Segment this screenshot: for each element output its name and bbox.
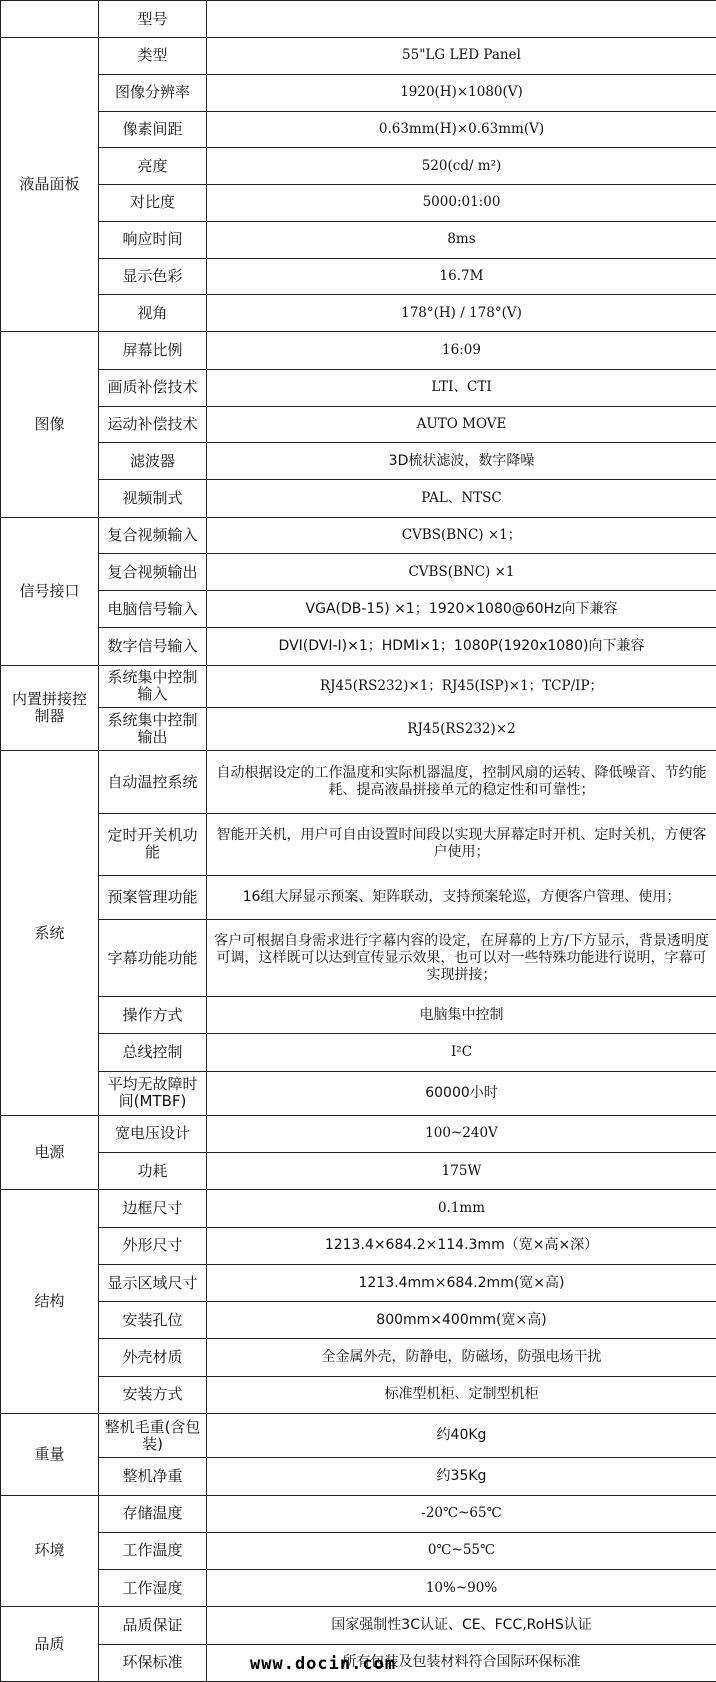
spec-item-cell: 工作湿度 bbox=[99, 1570, 207, 1607]
spec-item-cell: 工作温度 bbox=[99, 1532, 207, 1569]
spec-item-cell: 操作方式 bbox=[99, 997, 207, 1034]
table-row bbox=[1, 1115, 716, 1152]
spec-item-cell: 类型 bbox=[99, 38, 207, 74]
category-cell: 图像 bbox=[1, 332, 99, 517]
spec-item-cell: 型号 bbox=[99, 1, 207, 38]
spec-value-cell: -20℃~65℃ bbox=[207, 1495, 716, 1532]
table-row bbox=[1, 38, 716, 74]
spec-item-cell: 系统集中控制输入 bbox=[99, 665, 207, 707]
spec-item-cell: 安装方式 bbox=[99, 1376, 207, 1413]
spec-item-cell: 定时开关机功能 bbox=[99, 813, 207, 875]
spec-value-cell: 16.7M bbox=[207, 258, 716, 294]
table-row bbox=[1, 1607, 716, 1644]
table-row bbox=[1, 1264, 716, 1301]
spec-value-cell: 国家强制性3C认证、CE、FCC,RoHS认证 bbox=[207, 1607, 716, 1644]
spec-value-cell: 800mm×400mm(宽×高) bbox=[207, 1302, 716, 1339]
table-row bbox=[1, 1153, 716, 1190]
spec-value-cell: 55"LG LED Panel bbox=[207, 38, 716, 74]
category-cell: 系统 bbox=[1, 751, 99, 1116]
spec-value-cell: 16组大屏显示预案、矩阵联动，支持预案轮巡，方便客户管理、使用； bbox=[207, 876, 716, 920]
spec-item-cell: 安装孔位 bbox=[99, 1302, 207, 1339]
table-row bbox=[1, 480, 716, 517]
table-row bbox=[1, 665, 716, 707]
table-row bbox=[1, 1, 716, 38]
table-row bbox=[1, 1532, 716, 1569]
table-row bbox=[1, 111, 716, 147]
spec-value-cell: 178°(H) / 178°(V) bbox=[207, 295, 716, 332]
spec-value-cell: 10%~90% bbox=[207, 1570, 716, 1607]
spec-value-cell: I²C bbox=[207, 1034, 716, 1071]
spec-value-cell: 1213.4mm×684.2mm(宽×高) bbox=[207, 1264, 716, 1301]
spec-item-cell: 系统集中控制输出 bbox=[99, 707, 207, 750]
table-row bbox=[1, 813, 716, 875]
table-row bbox=[1, 185, 716, 221]
spec-value-cell: 客户可根据自身需求进行字幕内容的设定，在屏幕的上方/下方显示，背景透明度可调，这样既可以达到宣传显示效果，也可以对一些特殊功能进行说明，字幕可实现拼接； bbox=[207, 920, 716, 997]
category-cell: 重量 bbox=[1, 1413, 99, 1495]
table-row bbox=[1, 920, 716, 997]
table-row bbox=[1, 591, 716, 628]
spec-item-cell: 响应时间 bbox=[99, 221, 207, 258]
table-row bbox=[1, 1034, 716, 1071]
spec-value-cell: 0℃~55℃ bbox=[207, 1532, 716, 1569]
table-row bbox=[1, 997, 716, 1034]
spec-value-cell: 520(cd/ m²) bbox=[207, 148, 716, 185]
spec-item-cell: 对比度 bbox=[99, 185, 207, 221]
spec-value-cell: 16:09 bbox=[207, 332, 716, 369]
category-cell: 结构 bbox=[1, 1190, 99, 1414]
spec-value-cell: CVBS(BNC) ×1 bbox=[207, 553, 716, 590]
spec-item-cell: 图像分辨率 bbox=[99, 74, 207, 111]
table-row bbox=[1, 1413, 716, 1457]
spec-value-cell: LTI、CTI bbox=[207, 369, 716, 406]
spec-item-cell: 亮度 bbox=[99, 148, 207, 185]
table-row bbox=[1, 1570, 716, 1607]
spec-table-body bbox=[1, 1, 716, 1682]
spec-item-cell: 复合视频输出 bbox=[99, 553, 207, 590]
spec-item-cell: 整机净重 bbox=[99, 1458, 207, 1495]
spec-item-cell: 电脑信号输入 bbox=[99, 591, 207, 628]
table-row bbox=[1, 1339, 716, 1376]
spec-item-cell: 画质补偿技术 bbox=[99, 369, 207, 406]
spec-item-cell: 运动补偿技术 bbox=[99, 406, 207, 442]
spec-value-cell: 自动根据设定的工作温度和实际机器温度，控制风扇的运转、降低噪音、节约能耗、提高液晶拼接单元的稳定性和可靠性； bbox=[207, 751, 716, 813]
table-row bbox=[1, 1227, 716, 1264]
spec-item-cell: 平均无故障时间(MTBF) bbox=[99, 1071, 207, 1115]
spec-item-cell: 宽电压设计 bbox=[99, 1115, 207, 1152]
table-row bbox=[1, 628, 716, 665]
table-row bbox=[1, 258, 716, 294]
table-row bbox=[1, 1302, 716, 1339]
spec-item-cell: 外形尺寸 bbox=[99, 1227, 207, 1264]
table-row bbox=[1, 406, 716, 442]
spec-item-cell: 自动温控系统 bbox=[99, 751, 207, 813]
spec-value-cell: 0.1mm bbox=[207, 1190, 716, 1227]
category-cell: 环境 bbox=[1, 1495, 99, 1607]
spec-item-cell: 预案管理功能 bbox=[99, 876, 207, 920]
table-row bbox=[1, 74, 716, 111]
category-cell: 品质 bbox=[1, 1607, 99, 1682]
spec-value-cell: CVBS(BNC) ×1； bbox=[207, 517, 716, 553]
spec-value-cell: DVI(DVI-I)×1；HDMI×1；1080P(1920x1080)向下兼容 bbox=[207, 628, 716, 665]
spec-value-cell: PAL、NTSC bbox=[207, 480, 716, 517]
spec-value-cell: 60000小时 bbox=[207, 1071, 716, 1115]
spec-value-cell: AUTO MOVE bbox=[207, 406, 716, 442]
category-cell: 内置拼接控制器 bbox=[1, 665, 99, 751]
spec-value-cell: 100~240V bbox=[207, 1115, 716, 1152]
spec-item-cell: 屏幕比例 bbox=[99, 332, 207, 369]
spec-item-cell: 品质保证 bbox=[99, 1607, 207, 1644]
spec-item-cell: 整机毛重(含包装) bbox=[99, 1413, 207, 1457]
spec-value-cell: 1920(H)×1080(V) bbox=[207, 74, 716, 111]
spec-value-cell: 标准型机柜、定制型机柜 bbox=[207, 1376, 716, 1413]
table-row bbox=[1, 1190, 716, 1227]
spec-item-cell: 滤波器 bbox=[99, 443, 207, 480]
table-row bbox=[1, 443, 716, 480]
spec-item-cell: 视角 bbox=[99, 295, 207, 332]
category-cell bbox=[1, 1, 99, 38]
spec-item-cell: 边框尺寸 bbox=[99, 1190, 207, 1227]
spec-value-cell: 3D梳状滤波，数字降噪 bbox=[207, 443, 716, 480]
table-row bbox=[1, 369, 716, 406]
spec-item-cell: 总线控制 bbox=[99, 1034, 207, 1071]
table-row bbox=[1, 1376, 716, 1413]
table-row bbox=[1, 1495, 716, 1532]
table-row bbox=[1, 876, 716, 920]
table-row bbox=[1, 1071, 716, 1115]
table-row bbox=[1, 553, 716, 590]
spec-value-cell: 约35Kg bbox=[207, 1458, 716, 1495]
spec-item-cell: 功耗 bbox=[99, 1153, 207, 1190]
spec-value-cell: 5000:01:00 bbox=[207, 185, 716, 221]
spec-item-cell: 外壳材质 bbox=[99, 1339, 207, 1376]
spec-item-cell: 存储温度 bbox=[99, 1495, 207, 1532]
spec-value-cell: 0.63mm(H)×0.63mm(V) bbox=[207, 111, 716, 147]
table-row bbox=[1, 221, 716, 258]
category-cell: 信号接口 bbox=[1, 517, 99, 665]
spec-item-cell: 视频制式 bbox=[99, 480, 207, 517]
table-row bbox=[1, 148, 716, 185]
spec-item-cell: 显示色彩 bbox=[99, 258, 207, 294]
spec-value-cell: 全金属外壳，防静电，防磁场，防强电场干扰 bbox=[207, 1339, 716, 1376]
table-row bbox=[1, 1458, 716, 1495]
spec-item-cell: 显示区域尺寸 bbox=[99, 1264, 207, 1301]
spec-value-cell: VGA(DB-15) ×1；1920×1080@60Hz向下兼容 bbox=[207, 591, 716, 628]
table-row bbox=[1, 707, 716, 750]
table-row bbox=[1, 332, 716, 369]
spec-value-cell: 8ms bbox=[207, 221, 716, 258]
category-cell: 电源 bbox=[1, 1115, 99, 1190]
spec-value-cell: 175W bbox=[207, 1153, 716, 1190]
spec-item-cell: 环保标准 bbox=[99, 1644, 207, 1681]
table-row bbox=[1, 517, 716, 553]
spec-value-cell: 智能开关机，用户可自由设置时间段以实现大屏幕定时开机、定时关机，方便客户使用； bbox=[207, 813, 716, 875]
spec-value-cell: 约40Kg bbox=[207, 1413, 716, 1457]
table-row bbox=[1, 295, 716, 332]
spec-item-cell: 像素间距 bbox=[99, 111, 207, 147]
spec-value-cell bbox=[207, 1, 716, 38]
spec-value-cell: 1213.4×684.2×114.3mm（宽×高×深） bbox=[207, 1227, 716, 1264]
spec-item-cell: 字幕功能功能 bbox=[99, 920, 207, 997]
spec-value-cell: RJ45(RS232)×1；RJ45(ISP)×1；TCP/IP； bbox=[207, 665, 716, 707]
table-row bbox=[1, 751, 716, 813]
watermark: www.docin.com bbox=[250, 1654, 397, 1674]
spec-item-cell: 复合视频输入 bbox=[99, 517, 207, 553]
category-cell: 液晶面板 bbox=[1, 38, 99, 332]
spec-value-cell: 所有包装及包装材料符合国际环保标准 bbox=[207, 1644, 716, 1681]
spec-item-cell: 数字信号输入 bbox=[99, 628, 207, 665]
spec-value-cell: 电脑集中控制 bbox=[207, 997, 716, 1034]
spec-value-cell: RJ45(RS232)×2 bbox=[207, 707, 716, 750]
